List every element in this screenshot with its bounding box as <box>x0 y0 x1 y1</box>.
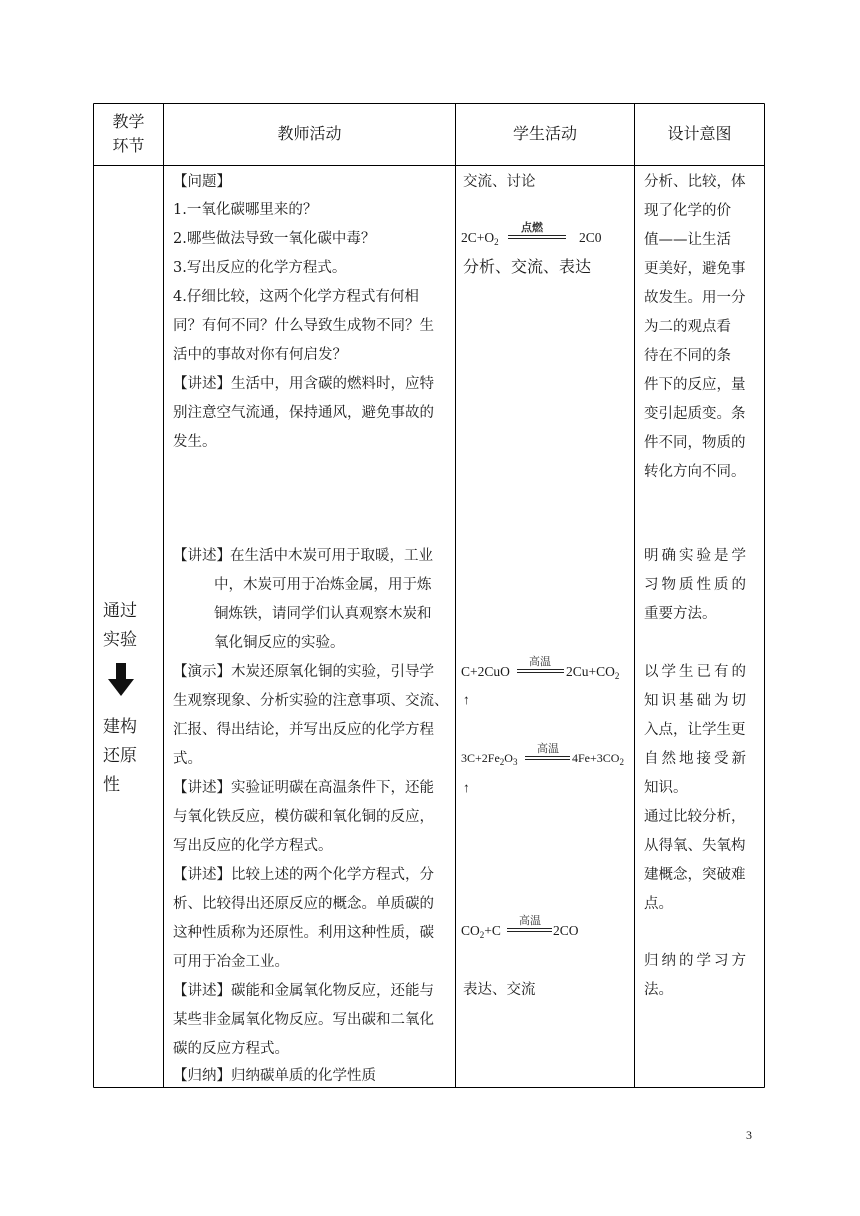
equation-1-right: 2C0 <box>579 230 602 245</box>
design-3-line4: 自然地接受新 <box>644 751 749 767</box>
design-4-line1: 通过比较分析， <box>644 809 746 825</box>
equation-2-bar-top <box>517 669 564 670</box>
equation-4-condition: 高温 <box>519 914 541 927</box>
teacher-talk-5-line2: 某些非金属氧化物反应。写出碳和二氧化 <box>173 1012 434 1028</box>
equation-4-right: 2CO <box>553 923 579 938</box>
equation-2-left: C+2CuO <box>461 664 510 679</box>
student-activity-2: 分析、交流、表达 <box>463 257 592 276</box>
teacher-talk-1-line1: 【讲述】生活中，用含碳的燃料时，应特 <box>173 376 434 392</box>
teacher-talk-4-line1: 【讲述】比较上述的两个化学方程式，分 <box>173 867 434 883</box>
equation-3-gas-arrow: ↑ <box>463 780 470 795</box>
teacher-question-tag: 【问题】 <box>173 174 231 190</box>
design-1-line9: 变引起质变。条 <box>644 406 746 422</box>
design-4-line3: 建概念，突破难 <box>644 867 746 883</box>
design-3-line5: 知识。 <box>644 780 688 796</box>
teacher-summary: 【归纳】归纳碳单质的化学性质 <box>173 1068 376 1084</box>
design-1-line8: 件下的反应，量 <box>644 377 746 393</box>
student-activity-1: 交流、讨论 <box>463 174 536 190</box>
equation-2-bar-bottom <box>517 672 564 673</box>
design-2-line2: 习物质性质的 <box>644 577 749 593</box>
equation-1-condition: 点燃 <box>521 221 543 234</box>
design-4-line4: 点。 <box>644 896 673 912</box>
teacher-talk-2-line2: 中，木炭可用于冶炼金属，用于炼 <box>214 577 432 593</box>
design-3-line1: 以学生已有的 <box>644 664 749 680</box>
teacher-demo-line4: 式。 <box>173 751 202 767</box>
design-3-line3: 入点，让学生更 <box>644 722 746 738</box>
teacher-talk-1-line2: 别注意空气流通，保持通风，避免事故的 <box>173 405 434 421</box>
teacher-question-1: 1.一氧化碳哪里来的？ <box>173 202 318 218</box>
teacher-demo-line3: 汇报、得出结论，并写出反应的化学方程 <box>173 722 434 738</box>
design-5-line2: 法。 <box>644 982 673 998</box>
equation-4-bar-bottom <box>507 931 552 932</box>
equation-4-left: $CO_2+C$ <box>461 923 501 940</box>
equation-2-right: $2Cu+CO_2$ <box>566 664 620 681</box>
equation-2-condition: 高温 <box>529 655 551 668</box>
design-1-line7: 待在不同的条 <box>644 348 731 364</box>
teacher-talk-5-line3: 碳的反应方程式。 <box>173 1041 289 1057</box>
equation-3-bar-bottom <box>525 759 570 760</box>
teacher-talk-4-line3: 这种性质称为还原性。利用这种性质，碳 <box>173 925 434 941</box>
header-student: 学生活动 <box>512 124 577 143</box>
student-activity-3: 表达、交流 <box>463 982 536 998</box>
header-teacher: 教师活动 <box>277 124 342 143</box>
equation-1-left: $2C+O_2$ <box>461 230 499 247</box>
design-1-line4: 更美好，避免事 <box>644 261 746 277</box>
teacher-talk-3-line1: 【讲述】实验证明碳在高温条件下，还能 <box>173 780 434 796</box>
equation-1-bar-bottom <box>508 238 566 239</box>
stage-label-reduction: 建构 还原 性 <box>103 717 137 795</box>
equation-3-condition: 高温 <box>537 742 559 755</box>
teacher-talk-4-line2: 析、比较得出还原反应的概念。单质碳的 <box>173 896 434 912</box>
design-1-line5: 故发生。用一分 <box>644 290 746 306</box>
stage-label-experiment: 通过 实验 <box>103 601 137 650</box>
design-3-line2: 知识基础为切 <box>644 693 749 709</box>
teacher-question-3: 3.写出反应的化学方程式。 <box>173 260 347 276</box>
equation-3-right: $4Fe+3CO_2$ <box>572 751 624 767</box>
teacher-question-2: 2.哪些做法导致一氧化碳中毒？ <box>173 231 376 247</box>
header-design: 设计意图 <box>667 124 732 143</box>
design-1-line11: 转化方向不同。 <box>644 464 746 480</box>
design-5-line1: 归纳的学习方 <box>644 953 749 969</box>
teacher-demo-line1: 【演示】木炭还原氧化铜的实验，引导学 <box>173 664 434 680</box>
design-1-line2: 现了化学的价 <box>644 203 731 219</box>
teacher-talk-2-line1: 在生活中木炭可用于取暖，工业 <box>230 548 433 564</box>
teacher-question-4-line2: 同？有何不同？什么导致生成物不同？生 <box>173 318 434 334</box>
page-number: 3 <box>746 1128 752 1142</box>
equation-1-bar-top <box>508 235 566 236</box>
equation-3-left: $3C+2Fe_2O_3$ <box>461 751 518 767</box>
design-4-line2: 从得氧、失氧构 <box>644 838 746 854</box>
teacher-question-4-line1: 4.仔细比较，这两个化学方程式有何相 <box>173 289 419 305</box>
equation-3-bar-top <box>525 756 570 757</box>
equation-2-gas-arrow: ↑ <box>463 692 470 707</box>
down-arrow-icon <box>108 663 134 697</box>
design-1-line3: 值——让生活 <box>644 232 731 248</box>
teacher-talk-2-line3: 铜炼铁，请同学们认真观察木炭和 <box>214 606 432 622</box>
teacher-talk-1-line3: 发生。 <box>173 434 217 450</box>
teacher-talk-4-line4: 可用于冶金工业。 <box>173 954 289 970</box>
design-2-line1: 明确实验是学 <box>644 548 749 564</box>
design-1-line1: 分析、比较，体 <box>644 174 746 190</box>
equation-4-bar-top <box>507 928 552 929</box>
teacher-demo-line2: 生观察现象、分析实验的注意事项、交流、 <box>173 693 449 709</box>
design-2-line3: 重要方法。 <box>644 606 717 622</box>
teacher-talk-3-line3: 写出反应的化学方程式。 <box>173 838 333 854</box>
design-1-line10: 件不同，物质的 <box>644 435 746 451</box>
teacher-talk-2-line4: 氧化铜反应的实验。 <box>214 635 345 651</box>
header-stage: 教学 环节 <box>112 112 145 155</box>
teacher-question-4-line3: 活中的事故对你有何启发？ <box>173 347 347 363</box>
teacher-talk-3-line2: 与氧化铁反应，模仿碳和氧化铜的反应， <box>173 809 434 825</box>
design-1-line6: 为二的观点看 <box>644 319 731 335</box>
teacher-talk-5-line1: 【讲述】碳能和金属氧化物反应，还能与 <box>173 983 434 999</box>
teacher-talk-2-tag: 【讲述】 <box>173 548 231 564</box>
